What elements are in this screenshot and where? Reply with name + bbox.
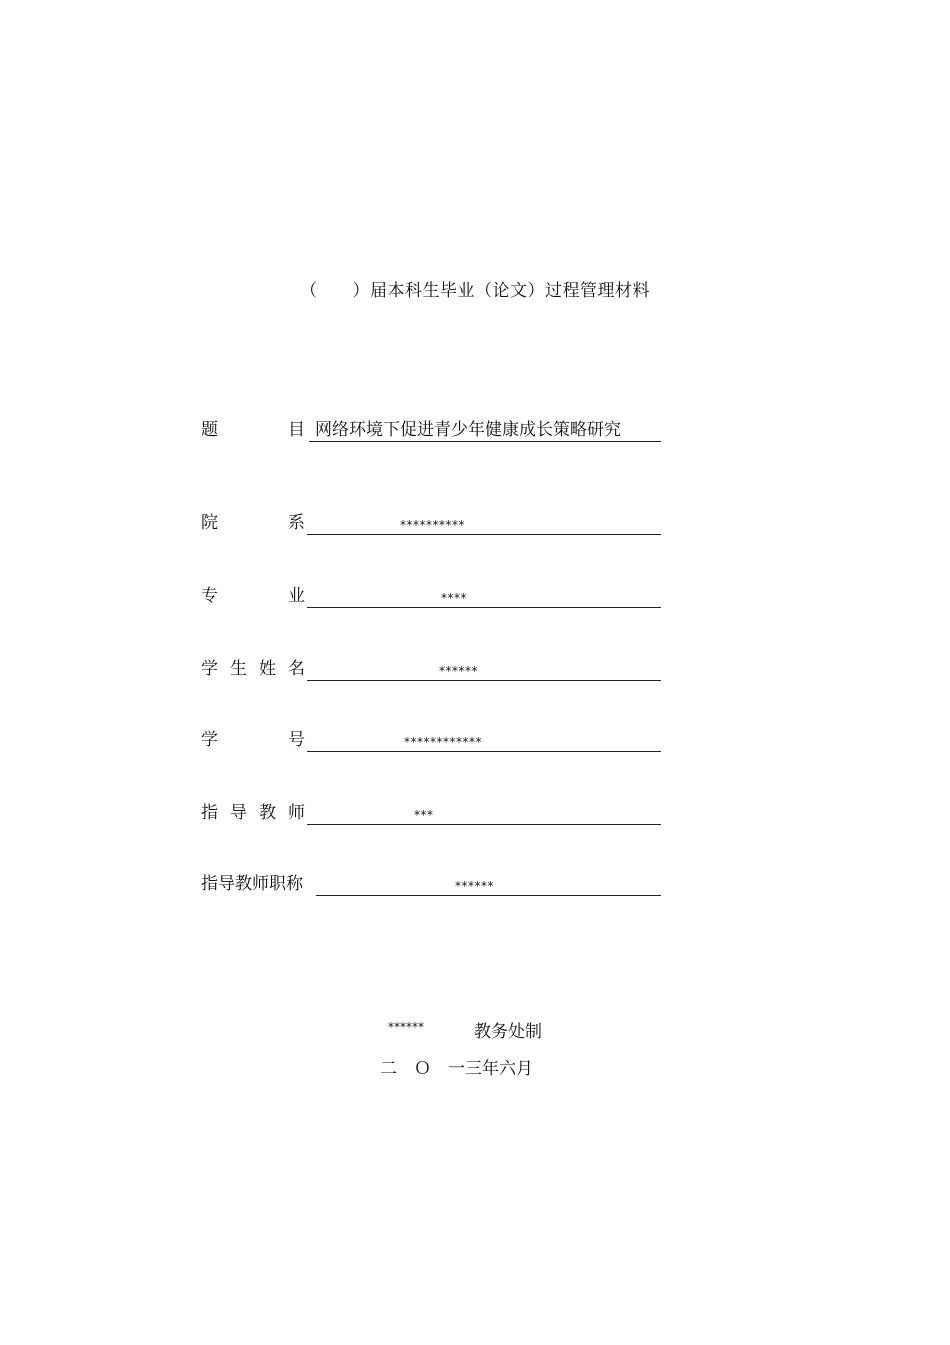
- field-topic-label: 题 目: [201, 420, 305, 440]
- field-topic-underline: [309, 441, 661, 442]
- field-advisor-title-value: ******: [455, 879, 494, 893]
- field-advisor-title-label: 指导教师职称: [201, 874, 303, 894]
- field-department-value: **********: [400, 518, 465, 532]
- field-advisor-title-underline: [316, 895, 661, 896]
- field-major-label: 专 业: [201, 586, 305, 606]
- field-department-underline: [307, 534, 661, 535]
- field-major-underline: [307, 607, 661, 608]
- field-department: [201, 505, 661, 535]
- field-student-name-label: 学生姓名: [201, 659, 305, 679]
- footer-issuer-name: ******: [388, 1020, 424, 1034]
- document-title: （ ）届本科生毕业（论文）过程管理材料: [300, 281, 650, 301]
- field-advisor-underline: [307, 824, 661, 825]
- footer-issuer-office: 教务处制: [474, 1022, 542, 1042]
- field-advisor: [201, 795, 661, 825]
- field-advisor-title: [201, 866, 661, 896]
- field-major-value: ****: [441, 591, 467, 605]
- field-student-name-value: ******: [439, 664, 478, 678]
- field-topic: [201, 412, 661, 442]
- field-department-label: 院 系: [201, 513, 305, 533]
- field-student-id: [201, 722, 661, 752]
- field-topic-value: 网络环境下促进青少年健康成长策略研究: [315, 420, 621, 440]
- field-advisor-label: 指导教师: [201, 803, 305, 823]
- field-major: [201, 578, 661, 608]
- footer-date-text: 二 Ｏ 一三年六月: [380, 1059, 533, 1079]
- field-student-id-value: ************: [404, 735, 482, 749]
- field-student-id-underline: [307, 751, 661, 752]
- field-student-name-underline: [307, 680, 661, 681]
- field-student-id-label: 学 号: [201, 730, 305, 750]
- field-advisor-value: ***: [414, 808, 434, 822]
- field-student-name: [201, 651, 661, 681]
